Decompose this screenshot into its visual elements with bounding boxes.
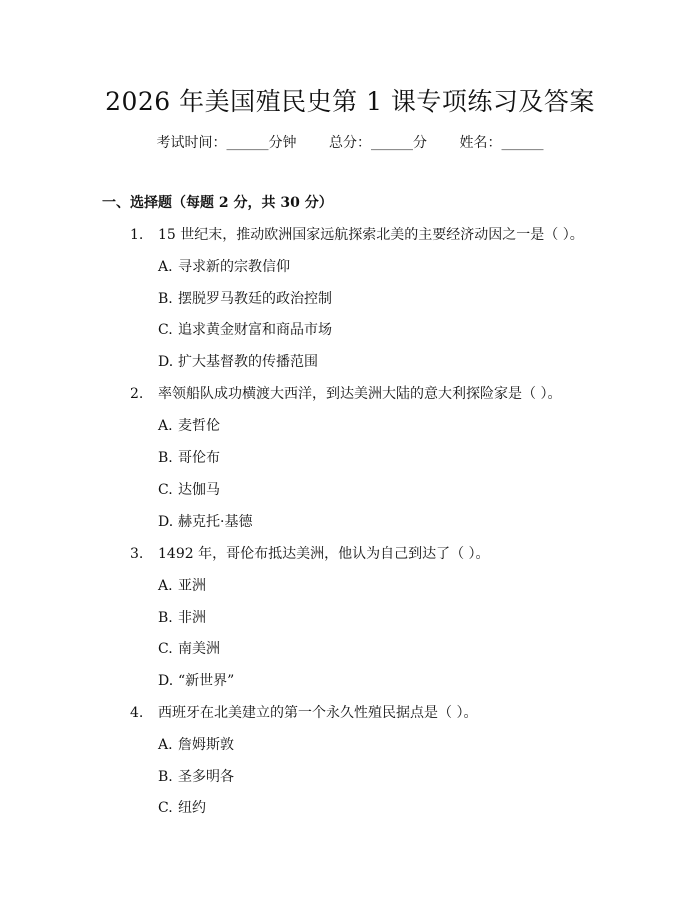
section-heading: 一、选择题（每题 2 分，共 30 分） [102,195,333,211]
option-letter: C. [158,322,173,338]
option-letter: B. [158,291,173,307]
question-4 [130,702,477,722]
option-text: 达伽马 [178,482,220,498]
option-letter: A. [158,578,173,594]
student-name-field: 姓名：______ [459,135,544,151]
option-text: “新世界” [178,673,235,689]
question-number: 3. [130,546,144,562]
question-1-option-b [158,288,332,308]
option-letter: D. [158,354,174,370]
question-4-option-a [158,734,234,754]
option-text: 纽约 [178,800,206,816]
question-3-option-a [158,575,206,595]
question-4-option-c [158,797,206,817]
question-3 [130,543,490,563]
question-text: 1492 年，哥伦布抵达美洲，他认为自己到达了（ ）。 [158,546,490,562]
question-number: 1. [130,227,144,243]
question-number: 2. [130,386,144,402]
option-text: 赫克托·基德 [178,514,253,530]
exam-time-field: 考试时间：______分钟 [156,135,297,151]
option-letter: B. [158,450,173,466]
question-3-option-b [158,607,206,627]
question-3-option-d [158,670,234,690]
option-text: 寻求新的宗教信仰 [178,259,290,275]
question-1-option-a [158,256,290,276]
option-text: 詹姆斯敦 [178,737,234,753]
option-text: 追求黄金财富和商品市场 [178,322,332,338]
exam-info-line [0,132,700,152]
option-letter: D. [158,673,174,689]
option-letter: B. [158,610,173,626]
question-number: 4. [130,705,144,721]
option-text: 摆脱罗马教廷的政治控制 [178,291,332,307]
page-title: 2026 年美国殖民史第 1 课专项练习及答案 [105,87,595,116]
option-letter: A. [158,259,173,275]
option-letter: B. [158,769,173,785]
question-2-option-a [158,415,220,435]
option-letter: C. [158,641,173,657]
question-text: 率领船队成功横渡大西洋，到达美洲大陆的意大利探险家是（ ）。 [158,386,562,402]
option-text: 扩大基督教的传播范围 [178,354,318,370]
question-3-option-c [158,638,220,658]
question-1-option-d [158,351,318,371]
question-text: 西班牙在北美建立的第一个永久性殖民据点是（ ）。 [158,705,478,721]
option-letter: A. [158,737,173,753]
option-text: 亚洲 [178,578,206,594]
option-letter: A. [158,418,173,434]
option-text: 南美洲 [178,641,220,657]
option-text: 麦哲伦 [178,418,220,434]
question-2-option-d [158,511,252,531]
option-text: 圣多明各 [178,769,234,785]
question-4-option-b [158,766,234,786]
question-2-option-b [158,447,220,467]
option-letter: D. [158,514,174,530]
total-score-field: 总分：______分 [329,135,427,151]
option-letter: C. [158,482,173,498]
question-text: 15 世纪末，推动欧洲国家远航探索北美的主要经济动因之一是（ ）。 [158,227,584,243]
option-letter: C. [158,800,173,816]
question-2 [130,383,561,403]
option-text: 哥伦布 [178,450,220,466]
question-2-option-c [158,479,220,499]
question-1 [130,224,584,244]
option-text: 非洲 [178,610,206,626]
question-1-option-c [158,319,332,339]
